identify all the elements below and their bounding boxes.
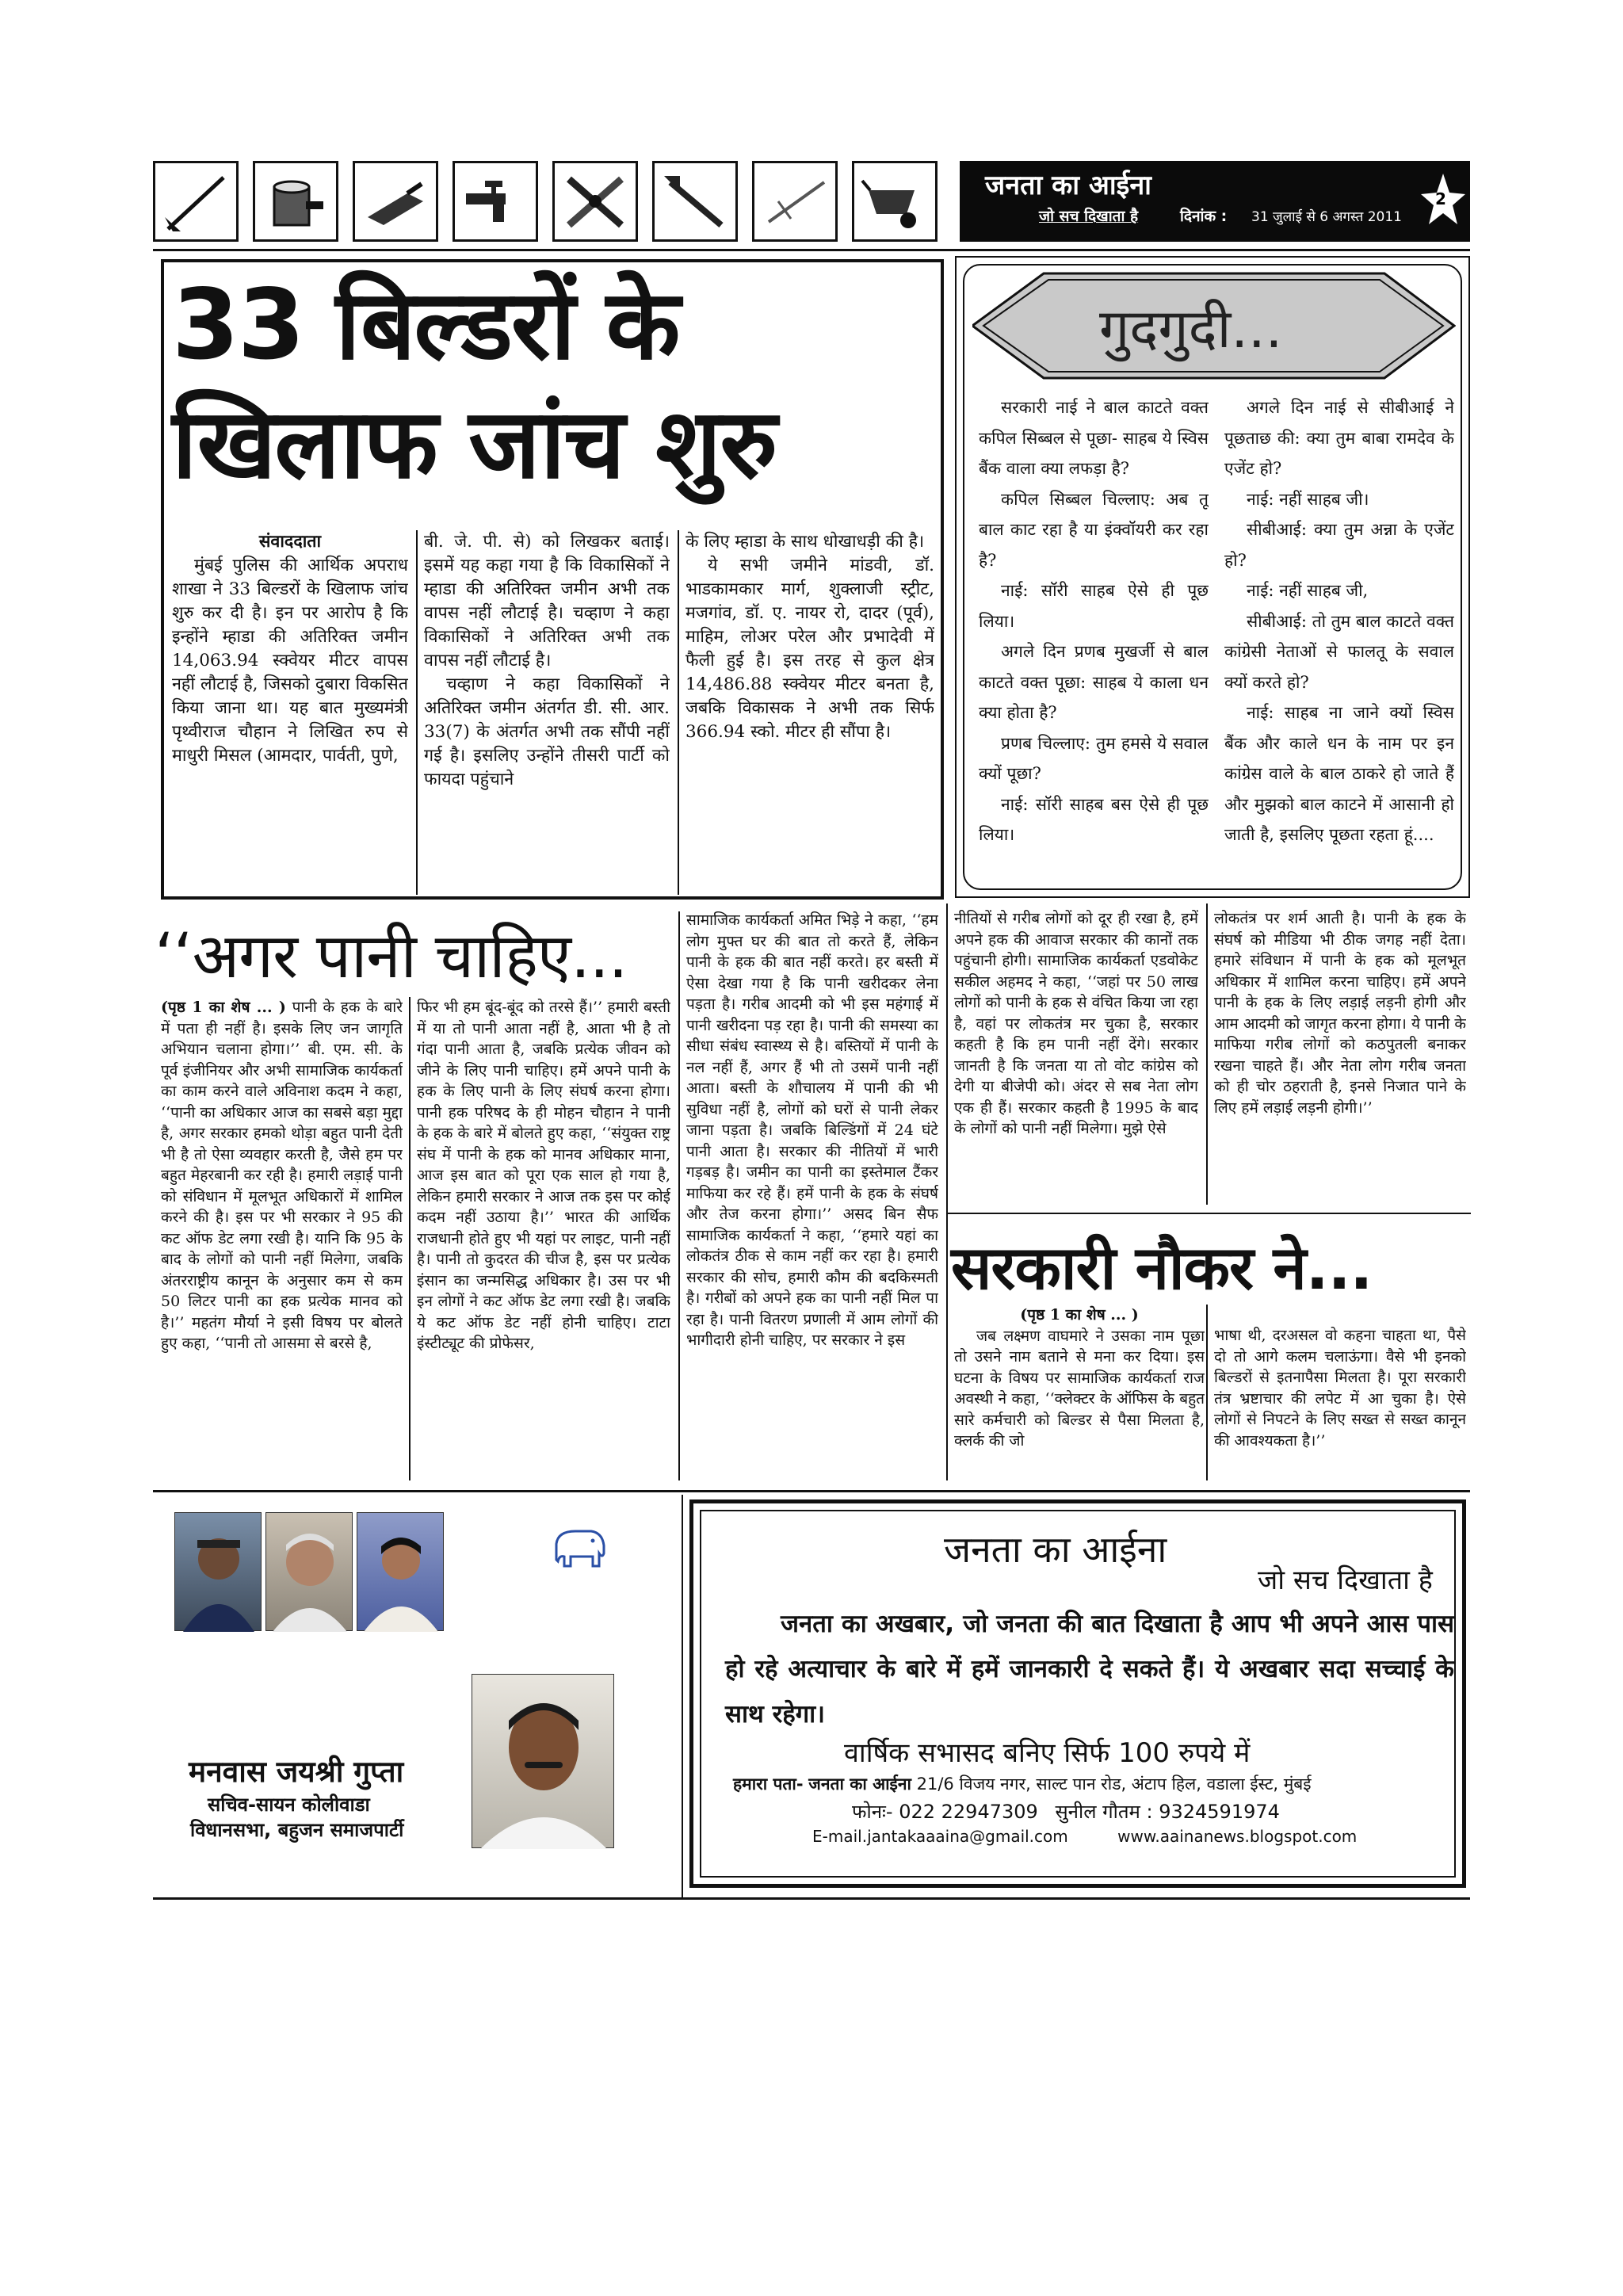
address-name: जनता का आईना (808, 1775, 911, 1794)
portrait-main (472, 1674, 614, 1848)
hoe-icon (153, 161, 239, 242)
promo-subscribe: वार्षिक सभासद बनिए सिर्फ 100 रुपये में (844, 1737, 1251, 1769)
gudgudi-line: अगले दिन प्रणब मुखर्जी से बाल काटते वक्त पूछा: साहब ये काला धन क्या होता है? (979, 642, 1209, 722)
lead-headline-line1: 33 बिल्डरों के (172, 269, 679, 381)
gudgudi-line: नाई: साहब ना जाने क्यों स्विस बैंक और काले धन के नाम पर इन कांग्रेस वाले के बाल ठाकरे हो जाते हैं और मुझको बाल काटने में आसानी हो जाती है, इसलिए पूछता रहता हूं.... (1224, 703, 1454, 844)
lead-col-1 (172, 530, 408, 895)
portrait-3 (357, 1512, 444, 1631)
website-link[interactable]: www.aainanews.blogspot.com (1117, 1827, 1358, 1846)
gudgudi-line: कपिल सिब्बल चिल्लाए: अब तू बाल काट रहा है या इंक्वॉयरी कर रहा है? (979, 489, 1209, 570)
govt-continued-label: (पृष्ठ 1 का शेष ... ) (1020, 1306, 1139, 1324)
gudgudi-line: सीबीआई: क्या तुम अन्ना के एजेंट हो? (1224, 520, 1454, 570)
tagline: जो सच दिखाता है (1039, 208, 1139, 225)
water-col-2 (417, 997, 670, 1480)
gudgudi-line: नाई: सॉरी साहब ऐसे ही पूछ लिया। (979, 581, 1209, 631)
political-ad (158, 1498, 674, 1894)
gudgudi-line: नाई: नहीं साहब जी। (1247, 489, 1369, 509)
wrench-icon (652, 161, 738, 242)
gudgudi-box (955, 256, 1470, 898)
govt-col-1 (954, 1305, 1205, 1480)
phone-number: 022 22947309 (899, 1801, 1038, 1823)
promo-tagline: जो सच दिखाता है (1258, 1564, 1433, 1596)
lead-col-3 (685, 530, 934, 895)
govt-col-2 (1214, 1325, 1466, 1480)
govt-servant-headline: सरकारी नौकर ने... (951, 1232, 1373, 1303)
byline: संवाददाता (258, 532, 322, 552)
lead-col-2 (424, 530, 670, 895)
date-value: 31 जुलाई से 6 अगस्त 2011 (1251, 209, 1402, 225)
date-label: दिनांक : (1180, 208, 1228, 225)
page-number: 2 (1435, 189, 1446, 208)
lead-col-1-text: मुंबई पुलिस की आर्थिक अपराध शाखा ने 33 बिल्डरों के खिलाफ जांच शुरु कर दी है। इन पर आरोप है कि इन्होंने म्हाडा की अतिरिक्त जमीन 14,063.94 स्क्वेयर मीटर वापस नहीं लौटाई है, जिसको दुबारा विकसित किया जाना था। यह बात मुख्यमंत्री पृथ्वीराज चौहान ने लिखित रुप से माधुरी मिसल (आमदार, पार्वती, पुणे, (172, 556, 408, 766)
promo-body: जनता का अखबार, जो जनता की बात दिखाता है आप भी अपने आस पास हो रहे अत्याचार के बारे में हमें जानकारी दे सकते हैं। ये अखबार सदा सच्चाई के साथ रहेगा। (725, 1610, 1454, 1729)
water-col-2-text: फिर भी हम बूंद-बूंद को तरसे हैं।’’ हमारी बस्ती में या तो पानी आता नहीं है, आता भी है तो गंदा पानी आता है, जबकि प्रत्येक जीवन को जीने के लिए पानी चाहिए। हमें अपने पानी के हक के लिए पानी के लिए संघर्ष करना होगा। पानी हक परिषद के ही मोहन चौहान ने पानी के हक के बारे में बोलते हुए कहा, ‘‘संयुक्त राष्ट्र संघ में पानी के हक को मानव अधिकार माना, आज इस बात को पूरा एक साल हो गया है, लेकिन हमारी सरकार ने आज तक इस पर कोई कदम नहीं उठाया है।’’ भारत की आर्थिक राजधानी होते हुए भी यहां पर लाइट, पानी नहीं है। पानी तो कुदरत की चीज है, इस पर प्रत्येक इंसान का जन्मसिद्ध अधिकार है। उस पर भी इन लोगों ने कट ऑफ डेट लगा रखी है। जबकि ये कट ऑफ डेट नहीं होनी चाहिए। टाटा इंस्टीट्यूट की प्रोफेसर, (417, 999, 670, 1352)
lead-col-3b-text: ये सभी जमीने मांडवी, डॉ. भाडकामकार मार्ग, शुक्लाजी स्ट्रीट, मजगांव, डॉ. ए. नायर रो, दादर (पूर्व), माहिम, लोअर परेल और प्रभादेवी में फैली हुई है। इस तरह से कुल क्षेत्र 14,486.88 स्क्वेयर मीटर बनता है, जबकि विकासक ने अभी तक सिर्फ 366.94 स्को. मीटर ही सौंपा है। (685, 556, 934, 742)
promo-web (812, 1827, 1357, 1846)
ad-candidate-role: सचिव-सायन कोलीवाडा (208, 1794, 370, 1816)
gudgudi-col-1 (979, 392, 1209, 884)
lead-col-2b-text: चव्हाण ने कहा विकासिकों ने अतिरिक्त जमीन अंतर्गत डी. सी. आर. 33(7) के अंतर्गत अभी तक सौंपी नहीं गई है। इसलिए उन्होंने तीसरी पार्टी को फायदा पहुंचाने (424, 674, 670, 789)
water-col-5-text: लोकतंत्र पर शर्म आती है। पानी के हक के संघर्ष को मीडिया भी ठीक जगह नहीं देता। हमारे संविधान में पानी के हक को मूलभूत अधिकार में शामिल करना चाहिए। हमें अपने पानी के हक के लिए लड़ाई लड़नी होगी और आम आदमी को जागृत करना होगा। ये पानी के माफिया गरीब लोगों को कठपुतली बनाकर रखना चाहते हैं। और नेता लोग गरीब जनता को ही चोर ठहराती है, इनसे निजात पाने के लिए हमें लड़ाई लड़नी होगी।’’ (1214, 910, 1466, 1117)
gudgudi-col-2 (1224, 392, 1454, 884)
contact-person: सुनील गौतम : 9324591974 (1055, 1801, 1280, 1823)
continued-label: (पृष्ठ 1 का शेष ... ) (161, 999, 286, 1016)
gudgudi-line: सीबीआई: तो तुम बाल काटते वक्त कांग्रेसी नेताओं से फालतू के सवाल क्यों करते हो? (1224, 611, 1454, 692)
lead-col-3a-text: के लिए म्हाडा के साथ धोखाधड़ी की है। (685, 532, 925, 552)
elephant-icon (547, 1522, 610, 1577)
address-text: 21/6 विजय नगर, साल्ट पान रोड, अंटाप हिल, वडाला ईस्ट, मुंबई (916, 1775, 1312, 1794)
govt-col-1-text: जब लक्ष्मण वाघमारे ने उसका नाम पूछा तो उसने नाम बताने से मना कर दिया। इस घटना के विषय पर सामाजिक कार्यकर्ता राज अवस्थी ने कहा, ‘‘क्लेक्टर के ऑफिस के बहुत सारे कर्मचारी को बिल्डर से पैसा मिलता है, क्लर्क की जो (954, 1327, 1205, 1450)
water-tap-icon (453, 161, 538, 242)
gudgudi-line: सरकारी नाई ने बाल काटते वक्त कपिल सिब्बल से पूछा- साहब ये स्विस बैंक वाला क्या लफड़ा है? (979, 398, 1209, 478)
promo-address (733, 1773, 1446, 1795)
rake-icon (752, 161, 838, 242)
address-label: हमारा पता- (733, 1775, 804, 1794)
paint-bucket-icon (253, 161, 338, 242)
phone-label: फोनः- (852, 1801, 893, 1823)
gudgudi-title: गुदगुदी... (1099, 298, 1283, 361)
paper-promo-ad (689, 1499, 1466, 1888)
gudgudi-line: प्रणब चिल्लाए: तुम हमसे ये सवाल क्यों पूछा? (979, 733, 1209, 783)
promo-title: जनता का आईना (944, 1528, 1167, 1571)
portrait-2 (265, 1512, 353, 1631)
paper-name: जनता का आईना (985, 170, 1151, 201)
water-col-4 (954, 908, 1198, 1203)
water-col-3 (686, 910, 938, 1480)
water-headline: ‘‘अगर पानी चाहिए... (155, 921, 628, 992)
ad-candidate-name: मनवास जयश्री गुप्ता (189, 1755, 404, 1789)
water-col-4-text: नीतियों से गरीब लोगों को दूर ही रखा है, हमें अपने हक की आवाज सरकार की कानों तक पहुंचानी होगी। सामाजिक कार्यकर्ता एडवोकेट सकील अहमद ने कहा, ‘‘जहां पर 50 लाख लोगों को पानी के हक से वंचित किया जा रहा है, वहां पर लोकतंत्र मर चुका है, सरकार कहती है कि हम पानी नहीं देंगे। सरकार जानती है कि जनता या तो वोट कांग्रेस को देगी या बीजेपी को। अंदर से सब नेता लोग एक ही हैं। सरकार कहती है 1995 के बाद के लोगों को पानी नहीं मिलेगा। मुझे ऐसे (954, 910, 1198, 1137)
water-col-5 (1214, 908, 1466, 1203)
gudgudi-line: नाई: सॉरी साहब बस ऐसे ही पूछ लिया। (979, 794, 1209, 844)
lead-story (161, 259, 944, 900)
govt-col-2-text: भाषा थी, दरअसल वो कहना चाहता था, पैसे दो तो आगे कलम चलाऊंगा। वैसे भी इनको बिल्डरों से इतनापैसा मिलता है। पूरा सरकारी तंत्र भ्रष्टाचार की लपेट में आ चुका है। ऐसे लोगों से निपटने के लिए सख्त से सख्त कानून की आवश्यकता है।’’ (1214, 1327, 1466, 1450)
lead-col-2a-text: बी. जे. पी. से) को लिखकर बताई। इसमें यह कहा गया है कि विकासिकों ने म्हाडा की अतिरिक्त जमीन अभी तक वापस नहीं लौटाई है। चव्हाण ने कहा विकासिकों ने अतिरिक्त अभी तक वापस नहीं लौटाई है। (424, 532, 670, 670)
portrait-1 (174, 1512, 262, 1631)
lead-headline-line2: खिलाफ जांच शुरु (172, 388, 777, 500)
email-link[interactable]: E-mail.jantakaaaina@gmail.com (812, 1827, 1068, 1846)
masthead (153, 161, 1470, 245)
water-col-3-text: सामाजिक कार्यकर्ता अमित भिड़े ने कहा, ‘‘हम लोग मुफ्त घर की बात तो करते हैं, लेकिन पानी के हक की बात नहीं करते। हर बस्ती में ऐसा देखा गया है कि पानी खरीदकर लेना पड़ता है। गरीब आदमी को भी इस महंगाई में पानी खरीदना पड़ रहा है। पानी की समस्या का सीधा संबंध स्वास्थ्य से है। बस्तियों में पानी के नल नहीं हैं, अगर हैं भी तो उसमें पानी नहीं आता। बस्ती के शौचालय में पानी की भी सुविधा नहीं है, लोगों को घरों से पानी लेकर जाना पड़ता है। जबकि बिल्डिंगों में 24 घंटे पानी आता है। सरकार की नीतियों में भारी गड़बड़ है। जमीन का पानी का इस्तेमाल टैंकर माफिया कर रहे हैं। हमें पानी के हक के संघर्ष और तेज करना होगा।’’ असद बिन सैफ सामाजिक कार्यकर्ता ने कहा, ‘‘हमारे यहां का लोकतंत्र ठीक से काम नहीं कर रहा है। हमारी सरकार की सोच, हमारी कौम की बदकिस्मती है। गरीबों को अपने हक का पानी नहीं मिल पा रहा है। पानी वितरण प्रणाली में आम लोगों की भागीदारी होनी चाहिए, पर सरकार ने इस (686, 911, 938, 1349)
masthead-title-box (960, 161, 1470, 242)
gudgudi-line: अगले दिन नाई से सीबीआई ने पूछताछ की: क्या तुम बाबा रामदेव के एजेंट हो? (1224, 398, 1454, 478)
promo-phone (852, 1798, 1280, 1824)
trowel-icon (353, 161, 438, 242)
tools-icon (552, 161, 638, 242)
water-col-1 (161, 997, 403, 1480)
ad-candidate-party: विधानसभा, बहुजन समाजपार्टी (190, 1819, 404, 1841)
wheelbarrow-icon (852, 161, 938, 242)
water-col-1-text: पानी के हक के बारे में पता ही नहीं है। इसके लिए जन जागृति अभियान चलाना होगा।’’ बी. एम. सी. के पूर्व इंजीनियर और अभी सामाजिक कार्यकर्ता का काम करने वाले अविनाश कदम ने कहा, ‘‘पानी का अधिकार आज का सबसे बड़ा मुद्दा है, अगर सरकार हमको थोड़ा बहुत पानी देती भी है तो ऐसा व्यवहार करती है, जैसे हम पर बहुत मेहरबानी कर रही है। हमारी लड़ाई पानी को संविधान में मूलभूत अधिकारों में शामिल करने की है। इस पर भी सरकार ने 95 की कट ऑफ डेट लगा रखी है। यानि कि 95 के बाद के लोगों को पानी नहीं मिलेगा, जबकि अंतरराष्ट्रीय कानून के अनुसार कम से कम 50 लिटर पानी का हक प्रत्येक मानव को है।’’ महतंग मौर्या ने इसी विषय पर बोलते हुए कहा, ‘‘पानी तो आसमा से बरसे है, (161, 999, 403, 1352)
gudgudi-line: नाई: नहीं साहब जी, (1247, 581, 1369, 600)
